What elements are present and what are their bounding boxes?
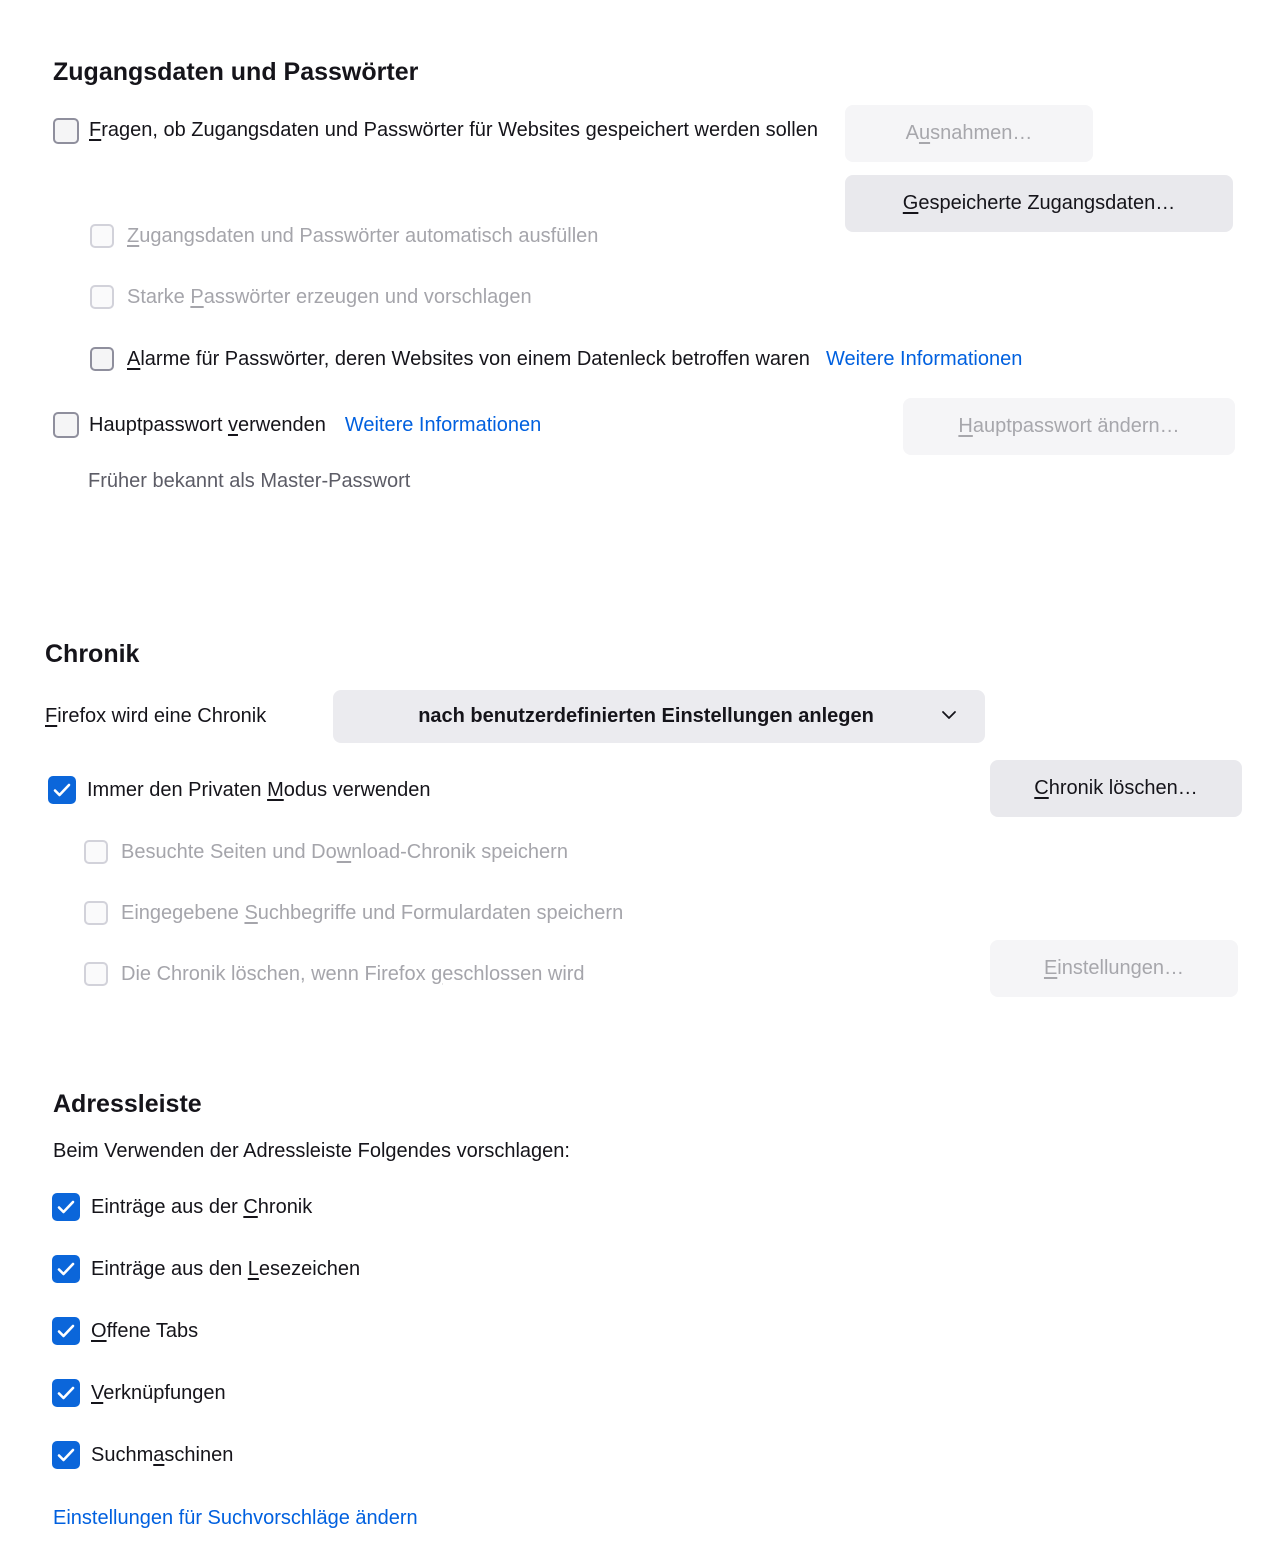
label-pre: Hauptpasswort xyxy=(89,413,228,436)
suggest-bookmarks-label xyxy=(91,1258,360,1281)
label-key: L xyxy=(247,1257,259,1280)
label-pre: Einträge aus den xyxy=(91,1257,248,1280)
label-pre: Die Chronik löschen, wenn Firefox xyxy=(121,962,432,985)
suggest-shortcuts-label xyxy=(91,1382,226,1405)
checkbox-strong-passwords[interactable] xyxy=(90,285,114,309)
label-key: O xyxy=(91,1319,107,1342)
autofill-logins-label xyxy=(127,225,598,248)
checkbox-remember-visited[interactable] xyxy=(84,840,108,864)
checkbox-suggest-bookmarks[interactable] xyxy=(52,1255,80,1283)
row-suggest-history xyxy=(52,1193,312,1221)
label-post: uchbegriffe und Formulardaten speichern xyxy=(257,901,624,924)
label-post: espeicherte Zugangsdaten… xyxy=(918,192,1176,214)
button-label xyxy=(906,122,1033,145)
label-post: ugangsdaten und Passwörter automatisch ausfüllen xyxy=(139,224,599,247)
label-key: a xyxy=(153,1443,165,1466)
label-key: H xyxy=(958,415,973,437)
label-pre: Starke xyxy=(127,285,191,308)
row-suggest-engines xyxy=(52,1441,233,1469)
button-label xyxy=(1034,777,1197,800)
label-key: A xyxy=(127,347,141,370)
addressbar-description: Beim Verwenden der Adressleiste Folgendes vorschlagen: xyxy=(53,1140,570,1162)
row-remember-search xyxy=(84,901,623,925)
history-mode-label xyxy=(45,705,333,728)
label-key: S xyxy=(244,901,258,924)
label-key: g xyxy=(431,962,443,985)
label-key: C xyxy=(243,1195,258,1218)
label-post: erknüpfungen xyxy=(103,1381,226,1404)
label-post: schinen xyxy=(164,1443,234,1466)
label-pre: A xyxy=(905,122,919,144)
check-icon xyxy=(53,783,71,797)
checkbox-suggest-open-tabs[interactable] xyxy=(52,1317,80,1345)
label-key: w xyxy=(336,840,352,863)
remember-search-label xyxy=(121,902,623,925)
label-post: ragen, ob Zugangsdaten und Passwörter für Websites gespeichert werden sollen xyxy=(101,119,818,141)
chevron-down-icon xyxy=(941,710,957,720)
label-key: P xyxy=(190,285,204,308)
label-pre: Immer den Privaten xyxy=(87,778,268,801)
section-title-addressbar xyxy=(53,1090,202,1119)
button-label xyxy=(958,415,1179,438)
history-mode-selected-value: nach benutzerdefinierten Einstellungen anlegen xyxy=(418,705,874,727)
label-key: F xyxy=(45,705,58,727)
label-key: u xyxy=(918,122,931,144)
search-suggestions-settings-link[interactable]: Einstellungen für Suchvorschläge ändern xyxy=(53,1507,418,1529)
button-label xyxy=(1044,957,1184,980)
exceptions-button[interactable] xyxy=(845,105,1093,162)
checkbox-clear-on-close[interactable] xyxy=(84,962,108,986)
label-pre: Suchm xyxy=(91,1443,154,1466)
ask-save-logins-label xyxy=(89,108,834,153)
row-suggest-open-tabs xyxy=(52,1317,198,1345)
check-icon xyxy=(57,1448,75,1462)
label-post: eschlossen wird xyxy=(442,962,585,985)
label-key: v xyxy=(227,413,238,436)
breach-alerts-learn-more-link[interactable]: Weitere Informationen xyxy=(825,347,1023,370)
label-key: F xyxy=(89,119,102,141)
label-key: C xyxy=(1034,777,1049,799)
label-pre: Einträge aus der xyxy=(91,1195,244,1218)
suggest-history-label xyxy=(91,1196,312,1219)
row-history-mode xyxy=(45,690,985,743)
label-key: V xyxy=(91,1381,104,1404)
label-post: auptpasswort ändern… xyxy=(972,415,1180,437)
row-suggest-shortcuts xyxy=(52,1379,226,1407)
label-pre: Besuchte Seiten und Do xyxy=(121,840,337,863)
label-post: hronik löschen… xyxy=(1048,777,1198,799)
primary-password-note: Früher bekannt als Master-Passwort xyxy=(88,470,411,492)
checkbox-ask-save-logins[interactable] xyxy=(53,118,79,144)
section-title-logins-passwords xyxy=(53,58,418,87)
check-icon xyxy=(57,1324,75,1338)
row-breach-alerts xyxy=(90,347,1022,371)
section-title-text: Chronik xyxy=(45,640,140,668)
checkbox-suggest-engines[interactable] xyxy=(52,1441,80,1469)
label-post: esezeichen xyxy=(258,1257,361,1280)
label-pre: Eingegebene xyxy=(121,901,245,924)
history-mode-select[interactable] xyxy=(333,690,985,743)
suggest-open-tabs-label xyxy=(91,1320,198,1343)
remember-visited-label xyxy=(121,841,568,864)
label-post: asswörter erzeugen und vorschlagen xyxy=(203,285,532,308)
label-post: larme für Passwörter, deren Websites von einem Datenleck betroffen waren xyxy=(140,347,810,370)
label-key: M xyxy=(267,778,284,801)
label-post: instellungen… xyxy=(1057,957,1185,979)
label-post: ffene Tabs xyxy=(106,1319,199,1342)
button-label xyxy=(903,192,1175,215)
label-post: hronik xyxy=(257,1195,313,1218)
row-always-private-mode xyxy=(48,776,431,804)
check-icon xyxy=(57,1200,75,1214)
clear-history-button[interactable] xyxy=(990,760,1242,817)
label-post: erwenden xyxy=(237,413,326,436)
checkbox-suggest-shortcuts[interactable] xyxy=(52,1379,80,1407)
row-remember-visited xyxy=(84,840,568,864)
label-post: odus verwenden xyxy=(283,778,431,801)
label-key: G xyxy=(902,192,919,214)
always-private-mode-label xyxy=(87,779,431,802)
row-clear-on-close xyxy=(84,962,585,986)
label-post: snahmen… xyxy=(930,122,1033,144)
checkbox-breach-alerts[interactable] xyxy=(90,347,114,371)
checkbox-always-private-mode[interactable] xyxy=(48,776,76,804)
row-strong-passwords xyxy=(90,285,532,309)
checkbox-primary-password[interactable] xyxy=(53,412,79,438)
section-title-history xyxy=(45,640,139,669)
strong-passwords-label xyxy=(127,286,532,309)
row-autofill-logins xyxy=(90,224,598,248)
section-title-text: Zugangsdaten und Passwörter xyxy=(53,58,419,86)
checkbox-suggest-history[interactable] xyxy=(52,1193,80,1221)
row-primary-password xyxy=(53,412,541,438)
primary-password-label xyxy=(89,414,326,437)
label-post: nload-Chronik speichern xyxy=(351,840,568,863)
breach-alerts-label xyxy=(127,348,810,371)
clear-on-close-settings-button[interactable] xyxy=(990,940,1238,997)
check-icon xyxy=(57,1262,75,1276)
label-post: irefox wird eine Chronik xyxy=(57,705,267,727)
saved-logins-button[interactable] xyxy=(845,175,1233,232)
section-title-text: Adressleiste xyxy=(53,1090,202,1118)
row-suggest-bookmarks xyxy=(52,1255,360,1283)
suggest-engines-label xyxy=(91,1444,233,1467)
checkbox-autofill-logins[interactable] xyxy=(90,224,114,248)
label-key: Z xyxy=(127,224,140,247)
change-primary-password-button[interactable] xyxy=(903,398,1235,455)
label-key: E xyxy=(1043,957,1058,979)
checkbox-remember-search[interactable] xyxy=(84,901,108,925)
check-icon xyxy=(57,1386,75,1400)
row-ask-save-logins xyxy=(53,108,834,153)
primary-password-learn-more-link[interactable]: Weitere Informationen xyxy=(344,413,542,436)
clear-on-close-label xyxy=(121,963,585,986)
